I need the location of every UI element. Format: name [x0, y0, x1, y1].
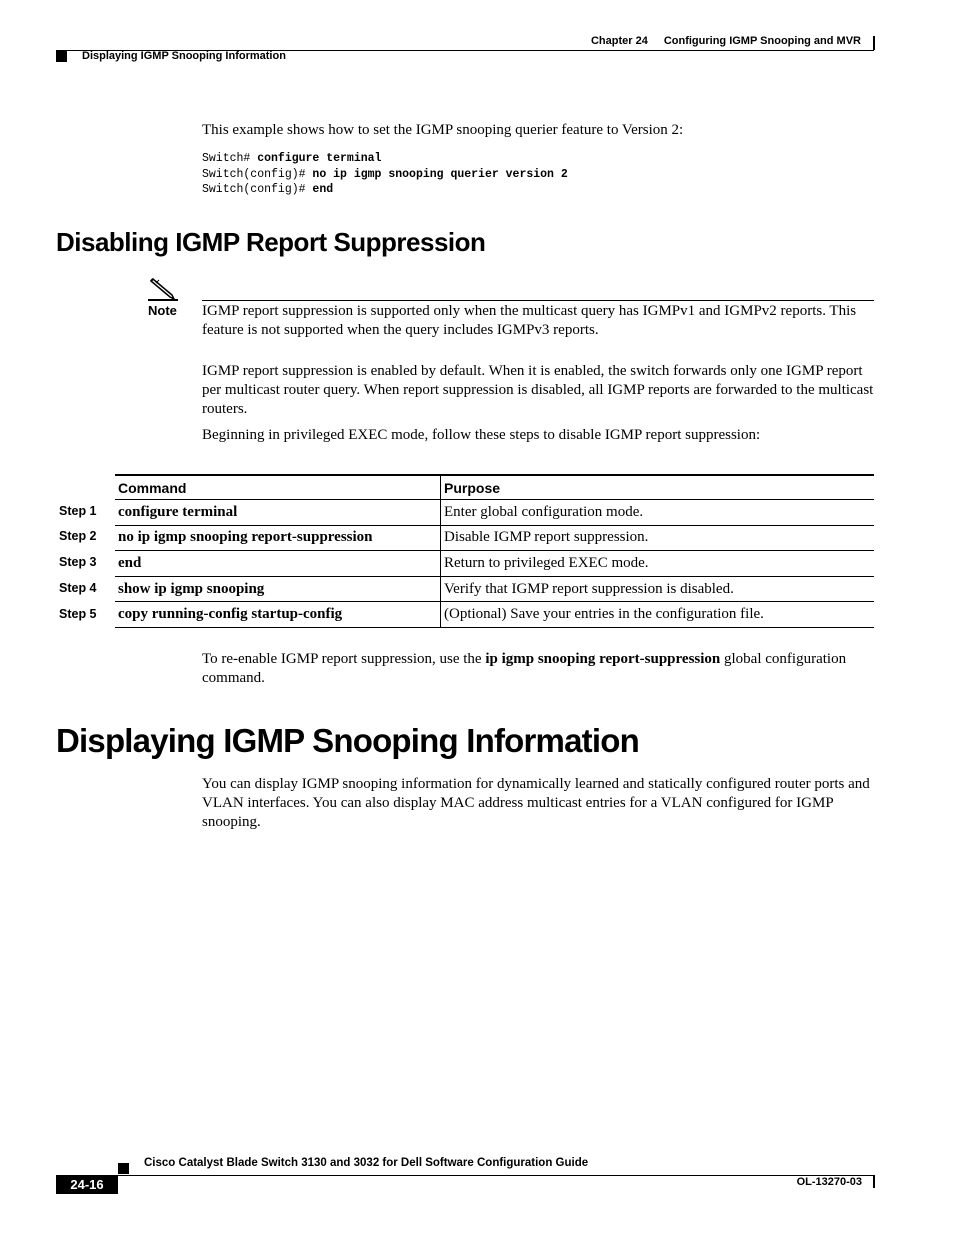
table-row: [115, 602, 874, 628]
footer-title: Cisco Catalyst Blade Switch 3130 and 3032 for Dell Software Configuration Guide: [144, 1157, 589, 1169]
table-header-row: [115, 475, 874, 500]
column-header-purpose: Purpose: [441, 475, 875, 500]
table-row: [115, 500, 874, 526]
reenable-paragraph: [202, 650, 874, 688]
section-heading: Disabling IGMP Report Suppression: [56, 227, 486, 257]
code-prompt: Switch#: [202, 152, 258, 165]
body-paragraph: IGMP report suppression is enabled by default. When it is enabled, the switch forwards only one IGMP report per multicast router query. When report suppression is disabled, all IGMP reports are forwarded to the multicast routers.: [202, 363, 874, 417]
note-rule: [202, 300, 874, 301]
table-row: [115, 576, 874, 602]
command-cell: end: [115, 551, 441, 577]
step-label: Step 1: [59, 504, 97, 518]
purpose-cell: (Optional) Save your entries in the configuration file.: [441, 602, 875, 628]
purpose-cell: Enter global configuration mode.: [441, 500, 875, 526]
step-label: Step 5: [59, 607, 97, 621]
reenable-text: global configuration command.: [202, 651, 847, 686]
code-prompt: Switch(config)#: [202, 167, 313, 181]
footer-marker: [118, 1163, 129, 1174]
step-label: Step 3: [59, 555, 97, 569]
reenable-command: ip igmp snooping report-suppression: [485, 651, 721, 667]
body-paragraph: Beginning in privileged EXEC mode, follow these steps to disable IGMP report suppression:: [202, 427, 761, 443]
footer-rule: [56, 1175, 874, 1176]
command-cell: configure terminal: [115, 500, 441, 526]
main-heading: Displaying IGMP Snooping Information: [56, 722, 639, 759]
table-row: [115, 525, 874, 551]
running-header: [591, 35, 861, 47]
chapter-number: Chapter 24: [590, 35, 648, 47]
pencil-note-icon: [148, 278, 178, 302]
code-prompt: Switch(config)#: [202, 183, 313, 196]
command-cell: no ip igmp snooping report-suppression: [115, 525, 441, 551]
purpose-cell: Disable IGMP report suppression.: [441, 525, 875, 551]
code-command: configure terminal: [257, 152, 382, 165]
purpose-cell: Verify that IGMP report suppression is disabled.: [441, 576, 875, 602]
step-label: Step 2: [59, 529, 97, 543]
intro-paragraph: This example shows how to set the IGMP snooping querier feature to Version 2:: [202, 122, 684, 138]
steps-table: [115, 474, 874, 628]
command-cell: copy running-config startup-config: [115, 602, 441, 628]
header-section: Displaying IGMP Snooping Information: [82, 50, 286, 62]
column-header-command: Command: [115, 475, 441, 500]
step-label: Step 4: [59, 581, 97, 595]
page-number: 24-16: [56, 1175, 118, 1194]
code-command: end: [312, 183, 334, 196]
note-label: Note: [148, 303, 177, 318]
table-row: [115, 551, 874, 577]
header-tick: [873, 36, 875, 50]
purpose-cell: Return to privileged EXEC mode.: [441, 551, 875, 577]
chapter-title: Configuring IGMP Snooping and MVR: [663, 35, 861, 47]
code-command: no ip igmp snooping querier version 2: [312, 167, 568, 181]
footer-tick: [873, 1175, 875, 1188]
document-number: OL-13270-03: [796, 1176, 862, 1188]
code-example: [202, 151, 568, 198]
header-marker: [56, 51, 67, 62]
note-text: IGMP report suppression is supported only when the multicast query has IGMPv1 and IGMPv2 reports. This feature is not supported when the query includes IGMPv3 reports.: [202, 303, 857, 338]
body-paragraph: You can display IGMP snooping information for dynamically learned and statically configured router ports and VLAN interfaces. You can also display MAC address multicast entries for a VLAN configured for IGMP snooping.: [202, 776, 870, 830]
reenable-text: To re-enable IGMP report suppression, use the: [202, 651, 486, 667]
command-cell: show ip igmp snooping: [115, 576, 441, 602]
